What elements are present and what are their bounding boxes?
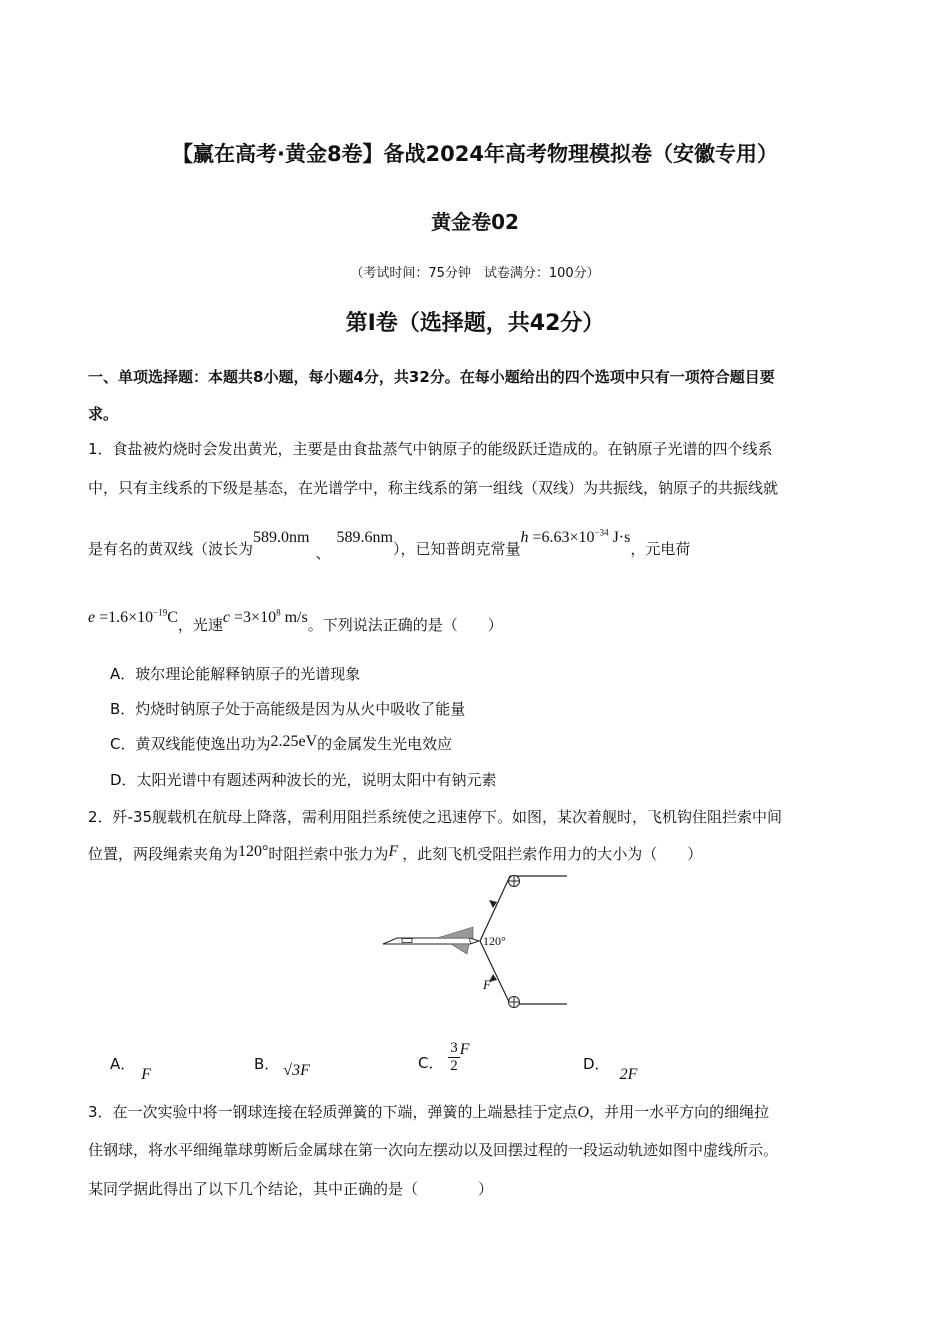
exam-info: （考试时间：75分钟 试卷满分：100分） — [350, 266, 600, 281]
q1-text-b: ），已知普朗克常量 — [392, 540, 521, 558]
force-symbol: F — [388, 843, 399, 860]
q2-option-d — [583, 1053, 638, 1083]
planck-value: =6.63×10 — [532, 529, 595, 546]
q1-line1: 1．食盐被灼烧时会发出黄光，主要是由食盐蒸气中钠原子的能级跃迁造成的。在钠原子光谱的四个线系 — [88, 440, 773, 458]
q2-option-c — [418, 1040, 470, 1075]
section-title: 第I卷（选择题，共42分） — [345, 311, 605, 336]
q1-option-b: B．灼烧时钠原子处于高能级是因为从火中吸收了能量 — [110, 700, 466, 718]
paper-title: 【赢在高考·黄金8卷】备战2024年高考物理模拟卷（安徽专用） — [171, 142, 779, 166]
q2-text-a: 位置，两段绳索夹角为 — [88, 845, 239, 863]
q2-option-a-label: A． — [110, 1055, 136, 1073]
work-function-value: 2.25eV — [270, 733, 318, 750]
q2-line2 — [88, 843, 702, 864]
paper-subtitle: 黄金卷02 — [431, 210, 519, 234]
angle-label: 120° — [483, 934, 506, 948]
q1-text-d: ，光速 — [177, 616, 223, 634]
q2-option-c-label: C． — [418, 1054, 444, 1072]
planck-exponent: −34 — [594, 527, 609, 538]
q3-line1 — [88, 1101, 769, 1122]
planck-symbol: h — [520, 529, 529, 546]
q3-text-a: 3．在一次实验中将一钢球连接在轻质弹簧的下端，弹簧的上端悬挂于定点 — [88, 1103, 578, 1121]
q2-option-b — [254, 1053, 310, 1079]
q3-text-b: ，并用一水平方向的细绳拉 — [589, 1103, 770, 1121]
q2-option-d-label: D． — [583, 1055, 610, 1073]
q3-line2: 住钢球，将水平细绳靠球剪断后金属球在第一次向左摆动以及回摆过程的一段运动轨迹如图中虚线所示。 — [88, 1141, 779, 1159]
pulley-lower — [509, 997, 520, 1008]
aircraft-icon — [383, 927, 479, 954]
c-symbol: c — [222, 609, 231, 626]
q2-text-c: ，此刻飞机受阻拦索作用力的大小为（ ） — [402, 845, 703, 863]
q2-line1: 2．歼-35舰载机在航母上降落，需利用阻拦系统使之迅速停下。如图，某次着舰时，飞机钩住阻拦索中间 — [88, 808, 783, 826]
q1-line2: 中，只有主线系的下级是基态，在光谱学中，称主线系的第一组线（双线）为共振线，钠原子的共振线就 — [88, 479, 779, 497]
q1-line4 — [88, 607, 503, 635]
cable-lower — [480, 941, 510, 1004]
q3-line3: 某同学据此得出了以下几个结论，其中正确的是（ ） — [88, 1180, 494, 1198]
arresting-cable-figure — [375, 866, 575, 1016]
q1-text-e: 。下列说法正确的是（ ） — [307, 616, 503, 634]
e-unit: C — [167, 609, 178, 626]
e-value: =1.6×10 — [99, 609, 154, 626]
angle-value: 120° — [238, 843, 269, 860]
q2-option-a-value: F — [141, 1066, 152, 1083]
q2-option-d-value: 2F — [619, 1066, 638, 1083]
q1-option-a: A．玻尔理论能解释钠原子的光谱现象 — [110, 665, 361, 683]
q1-option-c-text-a: C．黄双线能使逸出功为 — [110, 735, 271, 753]
fraction-numerator: 3 — [450, 1040, 458, 1056]
point-o: O — [577, 1104, 590, 1121]
c-unit: m/s — [284, 609, 308, 626]
q2-option-b-value: √3F — [283, 1062, 310, 1079]
q1-option-c-text-b: 的金属发生光电效应 — [317, 735, 453, 753]
section-instructions-cont: 求。 — [88, 405, 119, 423]
q1-option-d: D．太阳光谱中有题述两种波长的光，说明太阳中有钠元素 — [110, 771, 497, 789]
planck-unit: J·s — [612, 529, 631, 546]
c-exponent: 8 — [276, 607, 281, 618]
q2-option-c-var: F — [459, 1041, 470, 1058]
q2-option-b-label: B． — [254, 1055, 280, 1073]
separator: 、 — [315, 544, 331, 562]
pulley-upper — [509, 876, 520, 887]
q1-text-a: 是有名的黄双线（波长为 — [88, 540, 254, 558]
fraction-denominator: 2 — [450, 1058, 458, 1074]
force-label: F — [483, 977, 491, 992]
q1-option-c — [110, 733, 452, 754]
q2-text-b: 时阻拦索中张力为 — [268, 845, 389, 863]
wavelength-1: 589.0nm — [253, 529, 310, 546]
e-exponent: −19 — [153, 607, 168, 618]
cable-upper — [480, 876, 510, 941]
c-value: =3×10 — [234, 609, 277, 626]
q1-text-c: ，元电荷 — [630, 540, 691, 558]
q2-option-a — [110, 1053, 152, 1083]
e-symbol: e — [88, 609, 96, 626]
section-instructions: 一、单项选择题：本题共8小题，每小题4分，共32分。在每小题给出的四个选项中只有一项符合题目要 — [88, 368, 775, 386]
wavelength-2: 589.6nm — [336, 529, 393, 546]
